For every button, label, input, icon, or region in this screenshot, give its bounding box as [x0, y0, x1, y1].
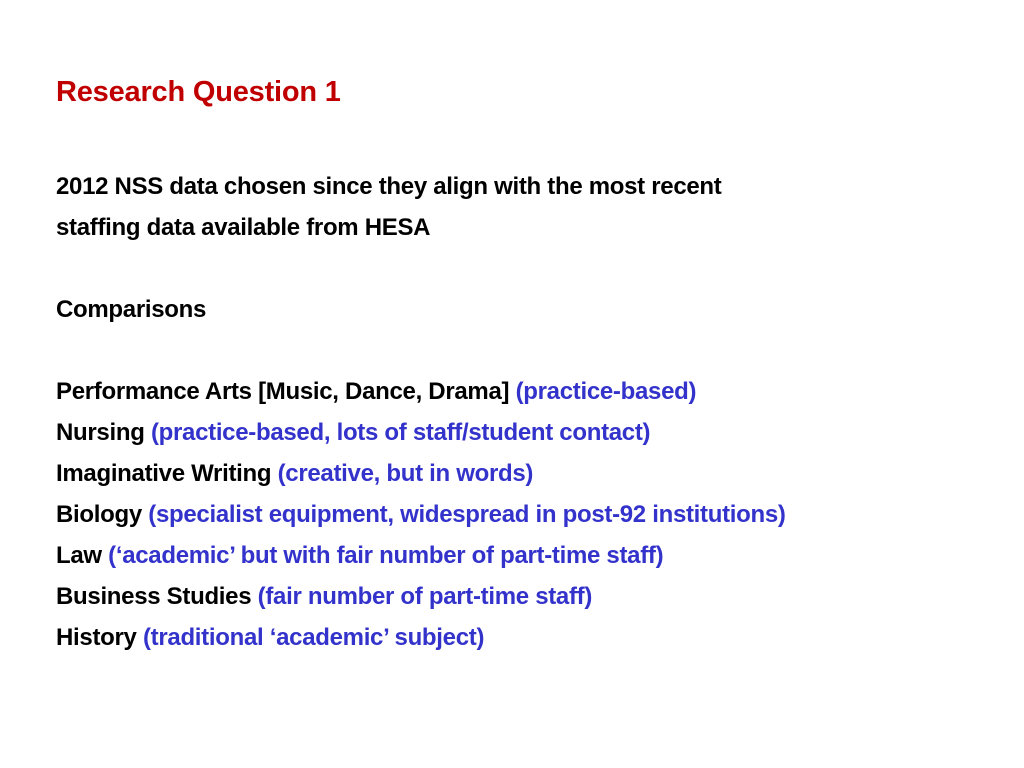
list-item-biology [56, 494, 1006, 535]
list-item-imaginative-writing [56, 453, 1006, 494]
subject-label: Nursing [56, 419, 151, 446]
list-item-history [56, 617, 1006, 658]
intro-line-2: staffing data available from HESA [56, 214, 431, 241]
subject-note: (practice-based) [515, 378, 697, 405]
subject-note: (fair number of part-time staff) [257, 583, 593, 610]
slide-content [56, 70, 1006, 658]
slide-title: Research Question 1 [56, 76, 341, 108]
list-item-performance-arts [56, 371, 1006, 412]
list-item-nursing [56, 412, 1006, 453]
intro-line-1: 2012 NSS data chosen since they align with the most recent [56, 173, 722, 200]
subject-label: Imaginative Writing [56, 460, 278, 487]
subject-label: History [56, 624, 143, 651]
subject-label: Biology [56, 501, 149, 528]
subject-note: (practice-based, lots of staff/student contact) [150, 419, 651, 446]
comparison-list [56, 371, 1006, 658]
subject-label: Law [56, 542, 109, 569]
subject-label: Business Studies [56, 583, 258, 610]
subject-note: (specialist equipment, widespread in post-92 institutions) [148, 501, 786, 528]
subject-note: (creative, but in words) [277, 460, 534, 487]
subject-note: (traditional ‘academic’ subject) [142, 624, 485, 651]
subject-label: Performance Arts [Music, Dance, Drama] [56, 378, 516, 405]
intro-text [56, 166, 1006, 248]
list-item-law [56, 535, 1006, 576]
subject-note: (‘academic’ but with fair number of part-time staff) [108, 542, 664, 569]
comparisons-heading: Comparisons [56, 296, 207, 323]
list-item-business-studies [56, 576, 1006, 617]
